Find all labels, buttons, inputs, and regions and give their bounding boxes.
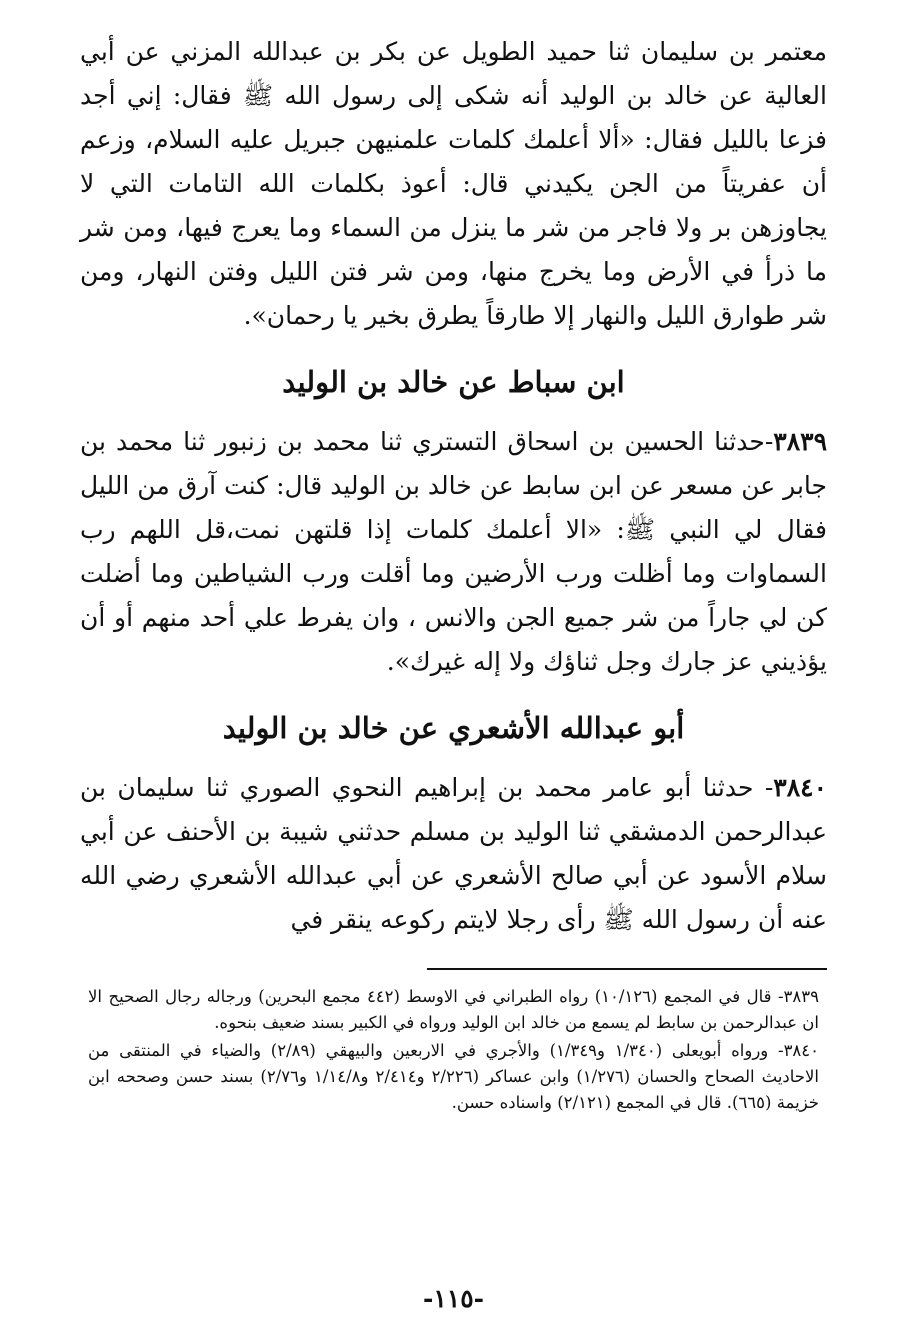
paragraph-hadith-3839 <box>80 420 827 684</box>
paragraph-hadith-3840 <box>80 766 827 942</box>
footnote-divider-wrap <box>80 968 827 970</box>
hadith-text: - حدثنا أبو عامر محمد بن إبراهيم النحوي الصوري ثنا سليمان بن عبدالرحمن الدمشقي ثنا الوليد بن مسلم حدثني شيبة بن الأحنف عن أبي سلام الأسود عن أبي صالح الأشعري عن أبي عبدالله الأشعري رضي الله عنه أن رسول الله ﷺ رأى رجلا لايتم ركوعه ينقر في <box>80 773 827 934</box>
section-heading-abu-abdullah: أبو عبدالله الأشعري عن خالد بن الوليد <box>222 711 685 745</box>
page-number: -١١٥- <box>422 1284 485 1313</box>
footnote-divider <box>427 968 827 970</box>
footnote-3840: ٣٨٤٠- ورواه أبويعلى (١/٣٤٠ و١/٣٤٩) والأجري في الاربعين والبيهقي (٢/٨٩) والضياء في المنتقى من الاحاديث الصحاح والحسان (١/٢٧٦) وابن عساكر (٢/٢٢٦ و٢/٤١٤ و١/١٤/٨ و٢/٧٦) بسند حسن وصححه ابن خزيمة (٦٦٥). قال في المجمع (٢/١٢١) واسناده حسن. <box>88 1041 820 1112</box>
hadith-number: ٣٨٤٠ <box>773 773 827 802</box>
paragraph-hadith-3838-continued: معتمر بن سليمان ثنا حميد الطويل عن بكر بن عبدالله المزني عن أبي العالية عن خالد بن الوليد أنه شكى إلى رسول الله ﷺ فقال: إني أجد فزعا بالليل فقال: «ألا أعلمك كلمات علمنيهن جبريل عليه السلام، وزعم أن عفريتاً من الجن يكيدني قال: أعوذ بكلمات الله التامات التي لا يجاوزهن بر ولا فاجر من شر ما ينزل من السماء وما يعرج فيها، ومن شر ما ذرأ في الأرض وما يخرج منها، ومن شر فتن الليل وفتن النهار، ومن شر طوارق الليل والنهار إلا طارقاً يطرق بخير يا رحمان». <box>80 37 827 330</box>
hadith-number: ٣٨٣٩ <box>773 427 827 456</box>
section-heading-ibn-sabit: ابن سباط عن خالد بن الوليد <box>282 365 625 399</box>
footnote-3839: ٣٨٣٩- قال في المجمع (١٠/١٢٦) رواه الطبراني في الاوسط (٤٤٢ مجمع البحرين) ورجاله رجال الصحيح الا ان عبدالرحمن بن سابط لم يسمع من خالد ابن الوليد ورواه في الكبير بسند ضعيف بنحوه. <box>88 987 819 1032</box>
hadith-text: -حدثنا الحسين بن اسحاق التستري ثنا محمد بن زنبور ثنا محمد بن جابر عن مسعر عن ابن سابط عن خالد بن الوليد قال: كنت آرق من الليل فقال لي النبي ﷺ: «الا أعلمك كلمات إذا قلتهن نمت،قل اللهم رب السماوات وما أظلت ورب الأرضين وما أقلت ورب الشياطين وما أضلت كن لي جاراً من شر جميع الجن والانس ، وان يفرط علي أحد منهم أو أن يؤذيني عز جارك وجل ثناؤك ولا إله غيرك». <box>80 427 827 676</box>
page-content <box>80 30 827 1118</box>
